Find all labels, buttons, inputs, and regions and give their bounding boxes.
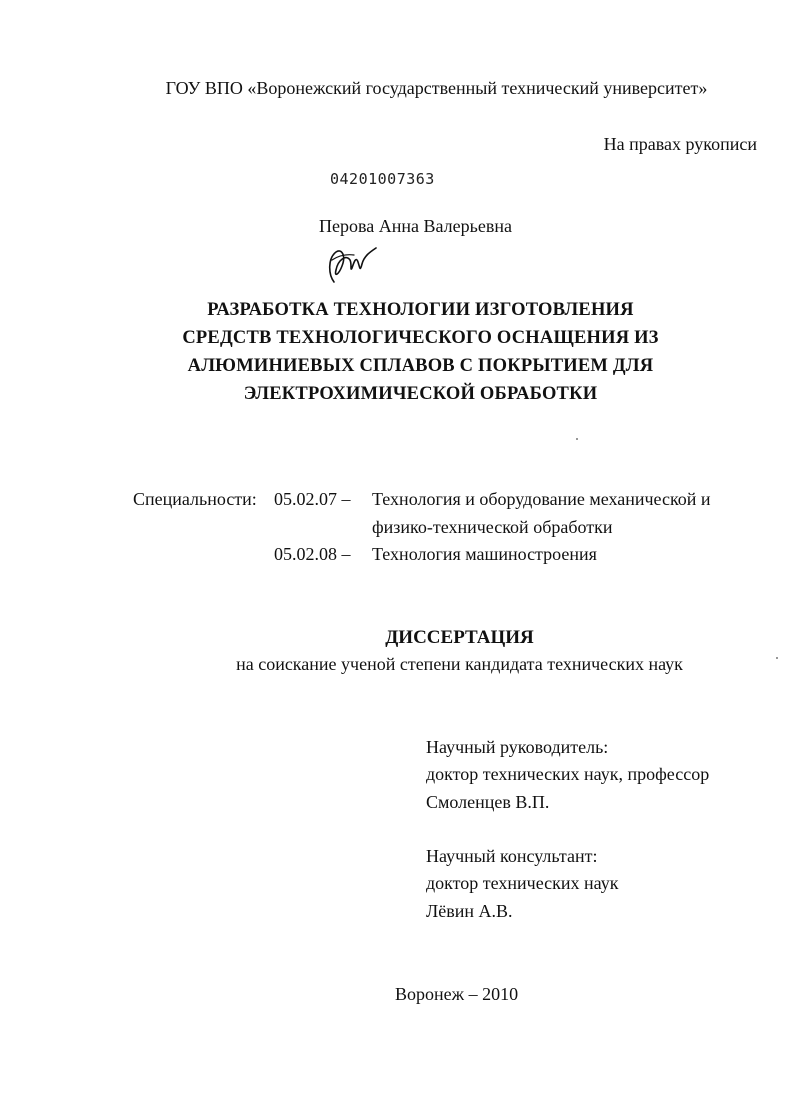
consultant-label: Научный консультант: (426, 846, 598, 866)
scan-speck (576, 438, 578, 440)
specialty-name-continued: физико-технической обработки (372, 517, 613, 537)
registration-code: 04201007363 (330, 170, 435, 188)
signature-icon (320, 246, 380, 286)
supervisor-label: Научный руководитель: (426, 737, 609, 757)
consultant-degree: доктор технических наук (426, 873, 619, 893)
author-name: Перова Анна Валерьевна (319, 216, 512, 236)
dissertation-heading: ДИССЕРТАЦИЯ (385, 627, 534, 648)
title-line: ЭЛЕКТРОХИМИЧЕСКОЙ ОБРАБОТКИ (243, 384, 598, 404)
dissertation-title (0, 296, 793, 408)
institution-name: ГОУ ВПО «Воронежский государственный технический университет» (165, 78, 708, 98)
title-line: СРЕДСТВ ТЕХНОЛОГИЧЕСКОГО ОСНАЩЕНИЯ ИЗ (182, 328, 659, 348)
consultant-name: Лёвин А.В. (426, 901, 513, 921)
title-line: АЛЮМИНИЕВЫХ СПЛАВОВ С ПОКРЫТИЕМ ДЛЯ (187, 356, 654, 376)
rights-note: На правах рукописи (603, 134, 757, 154)
specialty-code: 05.02.07 – (274, 489, 351, 509)
specialty-name: Технология машиностроения (372, 544, 597, 564)
specialty-code: 05.02.08 – (274, 544, 351, 564)
city-year: Воронеж – 2010 (395, 984, 519, 1004)
specialties-label: Специальности: (133, 489, 257, 509)
dissertation-subtitle: на соискание ученой степени кандидата технических наук (236, 654, 683, 674)
title-line: РАЗРАБОТКА ТЕХНОЛОГИИ ИЗГОТОВЛЕНИЯ (207, 300, 634, 320)
specialty-name: Технология и оборудование механической и (372, 489, 711, 509)
supervisor-degree: доктор технических наук, профессор (426, 764, 710, 784)
supervisor-name: Смоленцев В.П. (426, 792, 550, 812)
